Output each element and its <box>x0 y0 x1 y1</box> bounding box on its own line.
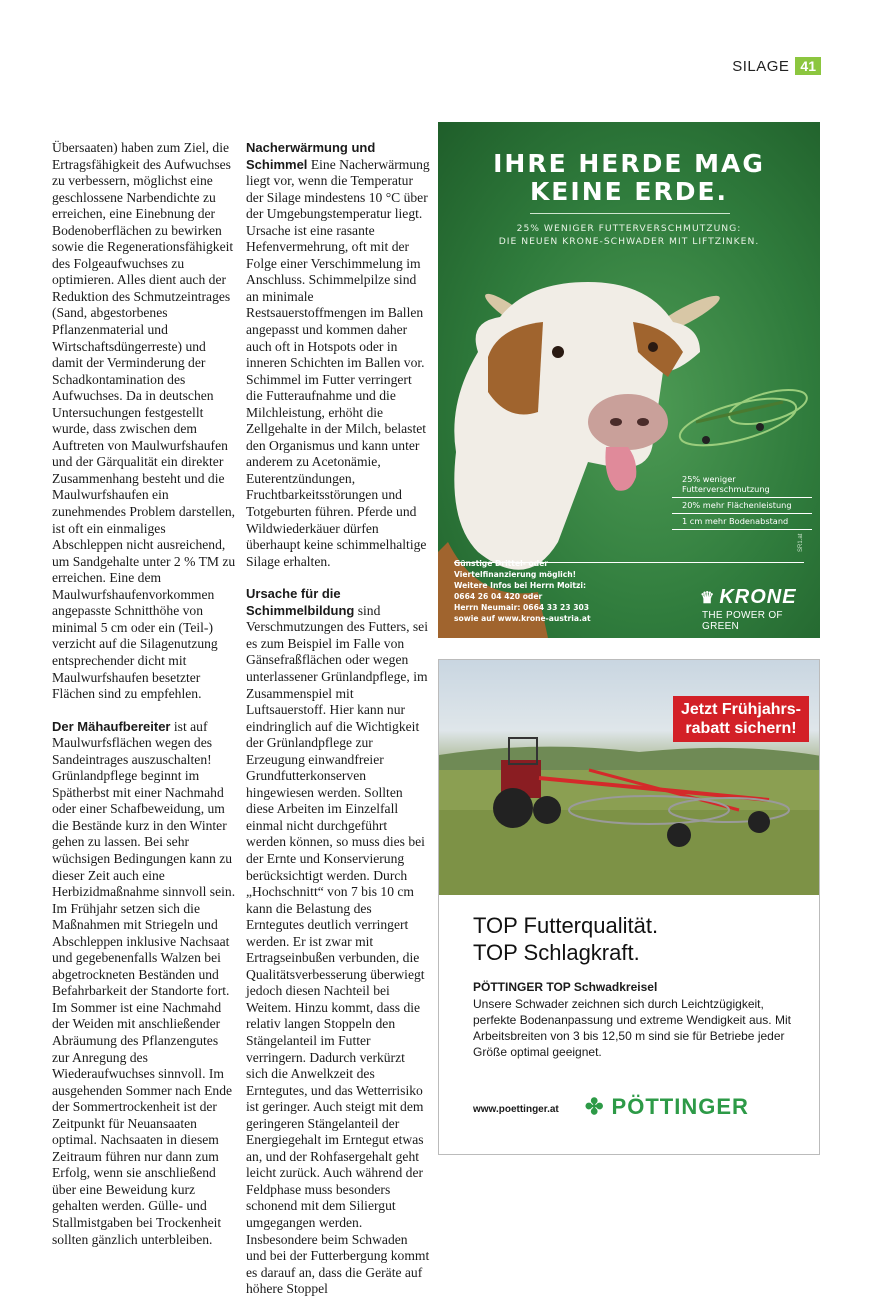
discount-badge: Jetzt Frühjahrs- rabatt sichern! <box>673 696 809 742</box>
krone-logo: ♛ KRONE <box>700 586 797 608</box>
page-number: 41 <box>795 57 821 75</box>
stats-list <box>672 472 812 530</box>
product-name: PÖTTINGER TOP Schwadkreisel <box>473 980 658 994</box>
crown-icon: ♛ <box>700 590 716 607</box>
ad-subheadline: 25% WENIGER FUTTERVERSCHMUTZUNG: DIE NEUEN KRONE-SCHWADER MIT LIFTZINKEN. <box>498 223 760 247</box>
paragraph: Nacherwärmung und Schimmel Eine Nacherwärmung liegt vor, wenn die Temperatur der Silage mindestens 10 °C über der Umgebungstemperatur liegt. Ursache ist eine rasante Hefenvermehrung, oft mit der Folge einer Verschimmelung im Anschluss. Schimmelpilze sind an minimale Restsauerstoffmengen im Ballen angepasst und kommen daher auch oft in Hotspots oder in inneren Schichten im Ballen vor. Schimmel im Futter verringert die Futteraufnahme und die Milchleistung, erhöht die Zellgehalte in der Milch, belastet den Organismus und kann unter anderem zu Acetonämie, Euterentzündungen, Fruchtbarkeitsstörungen und Totgeburten führen. Pferde und Wildwiederkäuer dürfen überhaupt keine schimmelhaltige Silage erhalten. <box>246 140 430 569</box>
tractor-photo <box>439 660 819 895</box>
krone-advertisement <box>438 122 820 638</box>
paragraph: Ursache für die Schimmelbildung sind Verschmutzungen des Futters, sei es zum Beispiel im Falle von Gänsefraßflächen oder wegen unterlassener Grünlandpflege, im Zusammenspiel mit Luftsauerstoff. Hier kann nur eindringlich auf die Wichtigkeit der Grünlandpflege zur Erzeugung einwandfreier Grundfutterkonserven hingewiesen werden. Sollten diese Arbeiten im Einzelfall einmal nicht durchgeführt werden können, so muss dies bei der Ernte und Konservierung berücksichtigt werden. Durch „Hochschnitt“ von 7 bis 10 cm kann die Belastung des Erntegutes deutlich verringert werden. Er ist zwar mit Ertragseinbußen verbunden, die Qualitätsverbesserung überwiegt jedoch diesen Nachteil bei Weitem. Hinzu kommt, dass die relativ langen Stoppeln den Stängelanteil im Futter verringern. Dadurch verkürzt sich die Anwelkzeit des Erntegutes, und das Wetterrisiko ist geringer. Auch steigt mit dem geringeren Stängelanteil der Energiegehalt im Erntegut etwas an, und der Rohfasergehalt geht leicht zurück. Auch während der Feldphase muss besonders schonend mit dem Siliergut umgegangen werden. Insbesondere beim Schwaden und bei der Futterbergung kommt es darauf an, dass die Geräte auf höhere Stoppel <box>246 586 430 1297</box>
image-credit: SR1.at <box>798 533 804 552</box>
financing-info: Günstige Drittel- oder Viertelfinanzierung möglich! Weitere Infos bei Herrn Moitzi: 0664 26 04 420 oder Herrn Neumair: 0664 33 23 303 sowie auf www.krone-austria.at <box>454 559 591 623</box>
subheading: Der Mähaufbereiter <box>52 718 171 734</box>
stat-item: 1 cm mehr Bodenabstand <box>672 514 812 530</box>
page-header <box>732 57 821 75</box>
article-column-1 <box>52 140 236 1248</box>
stat-item: 25% weniger Futterverschmutzung <box>672 472 812 498</box>
paragraph: Der Mähaufbereiter ist auf Maulwurfsflächen wegen des Sandeintrages auszuschalten! Grünlandpflege beginnt im Spätherbst mit einer Nachmahd oder einer Schafbeweidung, um die Bestände kurz in den Winter gehen zu lassen. Bei sehr wüchsigen Bedingungen kann zu dieser Zeit auch eine Herbizidmaßnahme sinnvoll sein. Im Frühjahr setzen sich die Maßnahmen mit Striegeln und Abschleppen inklusive Nachsaat und gegebenenfalls Walzen bei abgetrockneten Beständen und Befahrbarkeit der Standorte fort. Im Sommer ist eine Nachmahd der Weiden mit anschließender Abräumung des Pflanzengutes zur Anregung des Wiederaufwuchses sinnvoll. Im ausgehenden Sommer nach Ende der Sommertrockenheit ist der Zeitpunkt für Neuansaaten optimal. Nachsaaten in diesem Zeitraum führen nur dann zum Erfolg, wenn sie anschließend über eine Beweidung kurz gehalten werden. Gülle- und Stallmistgaben bei Trockenheit sollten gänzlich unterbleiben. <box>52 718 236 1247</box>
ad-headline: IHRE HERDE MAG KEINE ERDE. <box>493 149 765 206</box>
ad-headline: TOP Futterqualität. TOP Schlagkraft. <box>473 913 659 965</box>
website-link[interactable]: www.poettinger.at <box>473 1104 559 1115</box>
poettinger-advertisement <box>438 659 820 1155</box>
clover-icon: ✤ <box>585 1094 612 1119</box>
stat-item: 20% mehr Flächenleistung <box>672 498 812 514</box>
poettinger-logo: ✤ PÖTTINGER <box>585 1094 749 1119</box>
brand-tagline: THE POWER OF GREEN <box>702 610 783 632</box>
subheading: Nacherwärmung und Schimmel <box>246 140 376 172</box>
subheading: Ursache für die Schimmelbildung <box>246 586 355 618</box>
section-title: SILAGE <box>732 57 790 75</box>
ad-body-text: Unsere Schwader zeichnen sich durch Leichtzügigkeit, perfekte Bodenanpassung und extreme Wendigkeit aus. Mit Arbeitsbreiten von 3 bis 12,50 m sind sie für Betriebe jeder Größe optimal geeignet. <box>473 997 791 1059</box>
paragraph: Übersaaten) haben zum Ziel, die Ertragsfähigkeit des Aufwuchses zu verbessern, möglichst eine geschlossene Narbendichte zu erreichen, eine Einebnung der Bodenoberflächen zu bewirken sowie die Regenerationsfähigkeit des Folgeaufwuchses zu optimieren. Alles dient auch der Reduktion des Schmutzeintrages (Sand, abgestorbenes Pflanzenmaterial und Wirtschaftsdüngerreste) und damit der Verminderung der Schadkontamination des Aufwuchses. Da in deutschen Untersuchungen festgestellt wurde, dass zwischen dem Auftreten von Maulwurfshaufen und der Gärqualität ein direkter Zusammenhang besteht und die Maulwurfshaufen ein zunehmendes Problem darstellen, ist oft ein einmaliges Abschleppen nicht ausreichend, um Sandgehalte unter 2 % TM zu erreichen. Eine dem Maulwurfshaufenvorkommen angepasste Schnitthöhe von minimal 5 cm oder ein (Teil-) verzicht auf die Silagenutzung entsprechender dicht mit Maulwurfshaufen besetzter Flächen sind zu empfehlen. <box>52 140 236 702</box>
article-column-2 <box>246 140 430 1298</box>
